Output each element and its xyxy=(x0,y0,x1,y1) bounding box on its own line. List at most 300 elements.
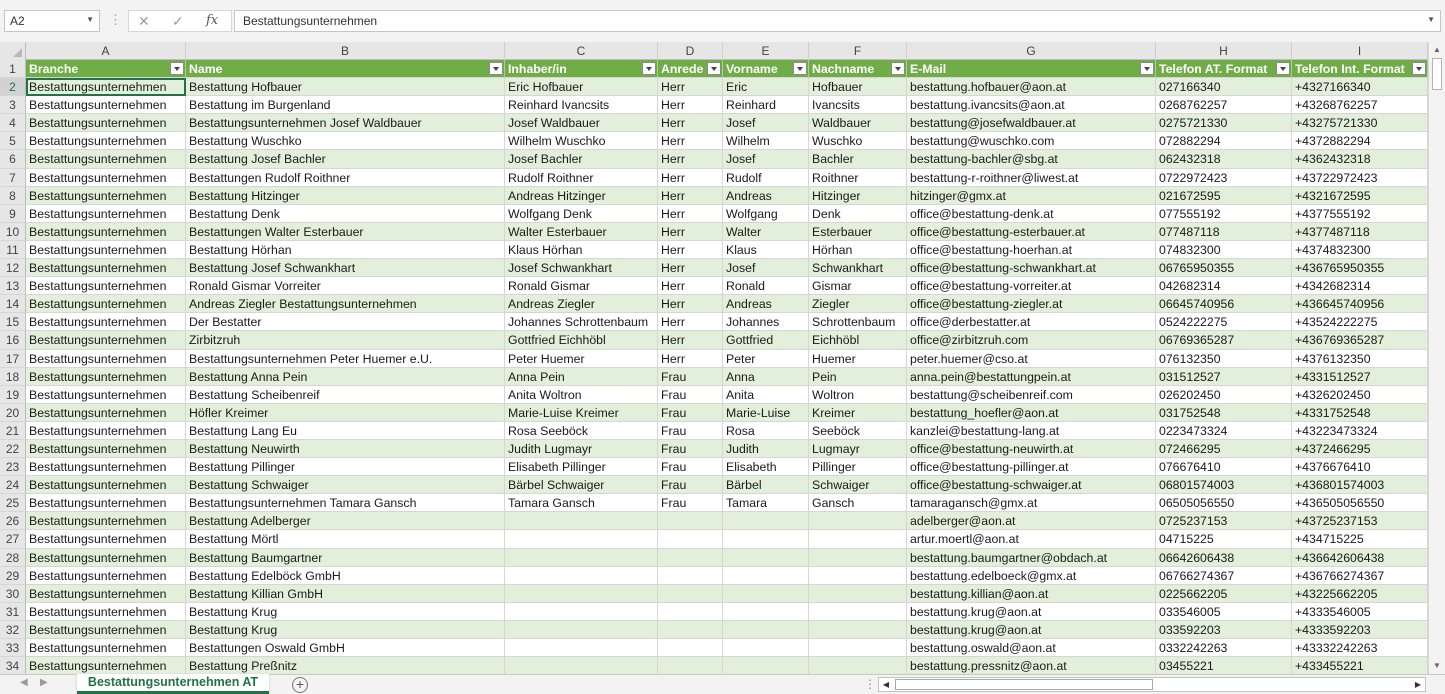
table-cell[interactable] xyxy=(1156,476,1292,494)
table-cell[interactable] xyxy=(907,132,1156,150)
table-cell[interactable] xyxy=(723,96,809,114)
row-number[interactable]: 5 xyxy=(0,132,26,150)
table-cell[interactable] xyxy=(505,169,658,187)
table-cell[interactable] xyxy=(658,404,723,422)
table-cell[interactable] xyxy=(809,187,907,205)
table-cell[interactable] xyxy=(1156,150,1292,168)
table-cell[interactable] xyxy=(907,78,1156,96)
scroll-down-icon[interactable]: ▼ xyxy=(1433,661,1441,670)
table-cell[interactable] xyxy=(1292,386,1428,404)
table-cell[interactable] xyxy=(1156,169,1292,187)
table-cell[interactable] xyxy=(186,259,505,277)
table-cell[interactable] xyxy=(186,585,505,603)
table-cell[interactable] xyxy=(723,331,809,349)
table-cell[interactable] xyxy=(809,259,907,277)
table-cell[interactable] xyxy=(26,223,186,241)
table-cell[interactable] xyxy=(26,350,186,368)
column-header-e[interactable]: E xyxy=(723,42,809,60)
table-cell[interactable] xyxy=(809,132,907,150)
header-cell[interactable] xyxy=(907,60,1156,78)
table-cell[interactable] xyxy=(186,530,505,548)
table-cell[interactable] xyxy=(26,78,186,96)
table-cell[interactable] xyxy=(1292,350,1428,368)
table-cell[interactable] xyxy=(723,657,809,674)
row-number[interactable]: 26 xyxy=(0,512,26,530)
table-cell[interactable] xyxy=(1156,313,1292,331)
check-icon[interactable]: ✓ xyxy=(172,13,184,29)
table-cell[interactable] xyxy=(658,169,723,187)
vertical-scrollbar[interactable] xyxy=(1428,42,1445,674)
table-cell[interactable] xyxy=(809,603,907,621)
table-cell[interactable] xyxy=(658,187,723,205)
chevron-down-icon[interactable]: ▼ xyxy=(1427,15,1435,24)
table-cell[interactable] xyxy=(1156,603,1292,621)
table-cell[interactable] xyxy=(658,331,723,349)
row-number[interactable]: 14 xyxy=(0,295,26,313)
table-cell[interactable] xyxy=(505,494,658,512)
table-cell[interactable] xyxy=(1156,331,1292,349)
table-cell[interactable] xyxy=(809,404,907,422)
row-number[interactable]: 22 xyxy=(0,440,26,458)
table-cell[interactable] xyxy=(186,440,505,458)
table-cell[interactable] xyxy=(809,331,907,349)
table-cell[interactable] xyxy=(723,169,809,187)
table-cell[interactable] xyxy=(186,603,505,621)
table-cell[interactable] xyxy=(26,205,186,223)
table-cell[interactable] xyxy=(723,277,809,295)
table-cell[interactable] xyxy=(505,549,658,567)
column-header-f[interactable]: F xyxy=(809,42,907,60)
table-cell[interactable] xyxy=(505,440,658,458)
row-number[interactable]: 8 xyxy=(0,187,26,205)
table-cell[interactable] xyxy=(186,132,505,150)
table-cell[interactable] xyxy=(658,603,723,621)
table-cell[interactable] xyxy=(1156,585,1292,603)
next-sheet-icon[interactable]: ▶ xyxy=(40,677,48,688)
table-cell[interactable] xyxy=(1156,458,1292,476)
table-cell[interactable] xyxy=(907,277,1156,295)
row-number[interactable]: 11 xyxy=(0,241,26,259)
row-number[interactable]: 18 xyxy=(0,368,26,386)
row-number[interactable]: 21 xyxy=(0,422,26,440)
table-cell[interactable] xyxy=(26,440,186,458)
table-cell[interactable] xyxy=(186,567,505,585)
table-cell[interactable] xyxy=(1292,277,1428,295)
table-cell[interactable] xyxy=(907,422,1156,440)
table-cell[interactable] xyxy=(26,96,186,114)
table-cell[interactable] xyxy=(1292,96,1428,114)
row-number[interactable]: 17 xyxy=(0,350,26,368)
table-cell[interactable] xyxy=(809,458,907,476)
header-cell[interactable] xyxy=(26,60,186,78)
table-cell[interactable] xyxy=(26,187,186,205)
table-cell[interactable] xyxy=(186,313,505,331)
table-cell[interactable] xyxy=(186,386,505,404)
table-cell[interactable] xyxy=(723,458,809,476)
table-cell[interactable] xyxy=(658,530,723,548)
row-number[interactable]: 23 xyxy=(0,458,26,476)
table-cell[interactable] xyxy=(809,78,907,96)
table-cell[interactable] xyxy=(809,512,907,530)
table-cell[interactable] xyxy=(505,114,658,132)
header-cell[interactable] xyxy=(186,60,505,78)
table-cell[interactable] xyxy=(505,350,658,368)
table-cell[interactable] xyxy=(723,549,809,567)
table-cell[interactable] xyxy=(505,96,658,114)
table-cell[interactable] xyxy=(809,277,907,295)
table-cell[interactable] xyxy=(907,187,1156,205)
function-icon[interactable]: fx xyxy=(206,13,219,28)
table-cell[interactable] xyxy=(907,657,1156,674)
table-cell[interactable] xyxy=(809,657,907,674)
table-cell[interactable] xyxy=(907,368,1156,386)
table-cell[interactable] xyxy=(26,494,186,512)
table-cell[interactable] xyxy=(1292,512,1428,530)
row-number[interactable]: 1 xyxy=(0,60,26,78)
table-cell[interactable] xyxy=(505,331,658,349)
table-cell[interactable] xyxy=(26,621,186,639)
table-cell[interactable] xyxy=(658,277,723,295)
table-cell[interactable] xyxy=(809,530,907,548)
row-number[interactable]: 3 xyxy=(0,96,26,114)
table-cell[interactable] xyxy=(809,422,907,440)
close-icon[interactable]: ✕ xyxy=(138,13,150,29)
filter-dropdown-icon[interactable] xyxy=(489,62,503,75)
table-cell[interactable] xyxy=(1156,549,1292,567)
table-cell[interactable] xyxy=(505,657,658,674)
table-cell[interactable] xyxy=(809,476,907,494)
table-cell[interactable] xyxy=(907,458,1156,476)
header-cell[interactable] xyxy=(723,60,809,78)
table-cell[interactable] xyxy=(1156,96,1292,114)
more-options-icon[interactable]: ⋮ xyxy=(109,12,122,27)
table-cell[interactable] xyxy=(658,223,723,241)
table-cell[interactable] xyxy=(809,114,907,132)
table-cell[interactable] xyxy=(907,114,1156,132)
table-cell[interactable] xyxy=(658,440,723,458)
table-cell[interactable] xyxy=(1292,169,1428,187)
table-cell[interactable] xyxy=(658,386,723,404)
table-cell[interactable] xyxy=(1292,205,1428,223)
table-cell[interactable] xyxy=(1292,331,1428,349)
table-cell[interactable] xyxy=(505,205,658,223)
table-cell[interactable] xyxy=(723,639,809,657)
table-cell[interactable] xyxy=(186,422,505,440)
header-cell[interactable] xyxy=(1292,60,1428,78)
table-cell[interactable] xyxy=(1156,78,1292,96)
table-cell[interactable] xyxy=(809,205,907,223)
table-cell[interactable] xyxy=(723,350,809,368)
table-cell[interactable] xyxy=(1292,549,1428,567)
table-cell[interactable] xyxy=(723,404,809,422)
table-cell[interactable] xyxy=(186,494,505,512)
table-cell[interactable] xyxy=(26,331,186,349)
table-cell[interactable] xyxy=(26,422,186,440)
table-cell[interactable] xyxy=(186,241,505,259)
table-cell[interactable] xyxy=(505,313,658,331)
table-cell[interactable] xyxy=(26,567,186,585)
table-cell[interactable] xyxy=(186,277,505,295)
table-cell[interactable] xyxy=(809,295,907,313)
table-cell[interactable] xyxy=(658,150,723,168)
table-cell[interactable] xyxy=(26,313,186,331)
filter-dropdown-icon[interactable] xyxy=(1140,62,1154,75)
table-cell[interactable] xyxy=(26,368,186,386)
table-cell[interactable] xyxy=(186,295,505,313)
table-cell[interactable] xyxy=(1292,422,1428,440)
table-cell[interactable] xyxy=(1292,621,1428,639)
table-cell[interactable] xyxy=(186,114,505,132)
filter-dropdown-icon[interactable] xyxy=(793,62,807,75)
row-number[interactable]: 13 xyxy=(0,277,26,295)
scroll-thumb-horizontal[interactable] xyxy=(895,679,1153,690)
table-cell[interactable] xyxy=(186,458,505,476)
table-cell[interactable] xyxy=(1156,259,1292,277)
table-cell[interactable] xyxy=(26,277,186,295)
table-cell[interactable] xyxy=(505,386,658,404)
row-number[interactable]: 34 xyxy=(0,657,26,674)
table-cell[interactable] xyxy=(907,150,1156,168)
table-cell[interactable] xyxy=(907,386,1156,404)
table-cell[interactable] xyxy=(809,169,907,187)
table-cell[interactable] xyxy=(907,259,1156,277)
table-cell[interactable] xyxy=(505,132,658,150)
table-cell[interactable] xyxy=(1292,150,1428,168)
table-cell[interactable] xyxy=(1292,657,1428,674)
table-cell[interactable] xyxy=(26,295,186,313)
table-cell[interactable] xyxy=(809,96,907,114)
table-cell[interactable] xyxy=(907,494,1156,512)
table-cell[interactable] xyxy=(1156,295,1292,313)
table-cell[interactable] xyxy=(505,639,658,657)
table-cell[interactable] xyxy=(26,603,186,621)
table-cell[interactable] xyxy=(658,422,723,440)
header-cell[interactable] xyxy=(658,60,723,78)
table-cell[interactable] xyxy=(723,78,809,96)
table-cell[interactable] xyxy=(1292,476,1428,494)
table-cell[interactable] xyxy=(723,259,809,277)
table-cell[interactable] xyxy=(186,223,505,241)
table-cell[interactable] xyxy=(809,386,907,404)
table-cell[interactable] xyxy=(809,494,907,512)
table-cell[interactable] xyxy=(723,150,809,168)
table-cell[interactable] xyxy=(1156,187,1292,205)
table-cell[interactable] xyxy=(1156,567,1292,585)
table-cell[interactable] xyxy=(907,476,1156,494)
column-header-i[interactable]: I xyxy=(1292,42,1428,60)
table-cell[interactable] xyxy=(186,350,505,368)
row-number[interactable]: 24 xyxy=(0,476,26,494)
table-cell[interactable] xyxy=(505,621,658,639)
table-cell[interactable] xyxy=(186,549,505,567)
table-cell[interactable] xyxy=(1156,494,1292,512)
table-cell[interactable] xyxy=(1156,639,1292,657)
table-cell[interactable] xyxy=(723,241,809,259)
table-cell[interactable] xyxy=(1292,567,1428,585)
row-number[interactable]: 29 xyxy=(0,567,26,585)
table-cell[interactable] xyxy=(1156,277,1292,295)
table-cell[interactable] xyxy=(186,404,505,422)
table-cell[interactable] xyxy=(658,114,723,132)
table-cell[interactable] xyxy=(26,476,186,494)
table-cell[interactable] xyxy=(907,295,1156,313)
table-cell[interactable] xyxy=(26,114,186,132)
table-cell[interactable] xyxy=(658,350,723,368)
table-cell[interactable] xyxy=(1156,422,1292,440)
table-cell[interactable] xyxy=(658,313,723,331)
column-header-g[interactable]: G xyxy=(907,42,1156,60)
table-cell[interactable] xyxy=(907,512,1156,530)
filter-dropdown-icon[interactable] xyxy=(707,62,721,75)
previous-sheet-icon[interactable]: ◀ xyxy=(20,677,28,688)
row-number[interactable]: 9 xyxy=(0,205,26,223)
row-number[interactable]: 27 xyxy=(0,530,26,548)
table-cell[interactable] xyxy=(186,512,505,530)
table-cell[interactable] xyxy=(1292,241,1428,259)
table-cell[interactable] xyxy=(658,368,723,386)
table-cell[interactable] xyxy=(1156,114,1292,132)
table-cell[interactable] xyxy=(505,241,658,259)
scroll-thumb[interactable] xyxy=(1432,58,1442,90)
table-cell[interactable] xyxy=(505,567,658,585)
table-cell[interactable] xyxy=(658,458,723,476)
table-cell[interactable] xyxy=(1292,295,1428,313)
table-cell[interactable] xyxy=(907,350,1156,368)
table-cell[interactable] xyxy=(26,150,186,168)
table-cell[interactable] xyxy=(907,241,1156,259)
table-cell[interactable] xyxy=(907,440,1156,458)
table-cell[interactable] xyxy=(658,96,723,114)
table-cell[interactable] xyxy=(809,549,907,567)
row-number[interactable]: 33 xyxy=(0,639,26,657)
scroll-right-icon[interactable]: ▶ xyxy=(1414,680,1422,689)
column-header-b[interactable]: B xyxy=(186,42,505,60)
table-cell[interactable] xyxy=(809,639,907,657)
table-cell[interactable] xyxy=(505,150,658,168)
table-cell[interactable] xyxy=(26,259,186,277)
table-cell[interactable] xyxy=(723,422,809,440)
table-cell[interactable] xyxy=(1292,440,1428,458)
table-cell[interactable] xyxy=(658,657,723,674)
table-cell[interactable] xyxy=(1156,368,1292,386)
table-cell[interactable] xyxy=(186,96,505,114)
table-cell[interactable] xyxy=(186,205,505,223)
table-cell[interactable] xyxy=(658,132,723,150)
table-cell[interactable] xyxy=(1292,530,1428,548)
table-cell[interactable] xyxy=(723,114,809,132)
table-cell[interactable] xyxy=(907,96,1156,114)
table-cell[interactable] xyxy=(26,386,186,404)
table-cell[interactable] xyxy=(186,476,505,494)
table-cell[interactable] xyxy=(658,639,723,657)
table-cell[interactable] xyxy=(186,368,505,386)
name-box[interactable] xyxy=(4,10,100,32)
table-cell[interactable] xyxy=(26,585,186,603)
table-cell[interactable] xyxy=(186,187,505,205)
table-cell[interactable] xyxy=(1156,386,1292,404)
filter-dropdown-icon[interactable] xyxy=(1276,62,1290,75)
table-cell[interactable] xyxy=(1292,132,1428,150)
table-cell[interactable] xyxy=(505,368,658,386)
sheet-tab-active[interactable]: Bestattungsunternehmen AT xyxy=(77,674,269,694)
column-header-c[interactable]: C xyxy=(505,42,658,60)
table-cell[interactable] xyxy=(505,277,658,295)
chevron-down-icon[interactable]: ▼ xyxy=(86,15,94,24)
table-cell[interactable] xyxy=(723,530,809,548)
table-cell[interactable] xyxy=(186,331,505,349)
table-cell[interactable] xyxy=(723,603,809,621)
table-cell[interactable] xyxy=(186,150,505,168)
row-number[interactable]: 32 xyxy=(0,621,26,639)
table-cell[interactable] xyxy=(907,567,1156,585)
table-cell[interactable] xyxy=(1292,313,1428,331)
table-cell[interactable] xyxy=(658,567,723,585)
table-cell[interactable] xyxy=(1156,350,1292,368)
table-cell[interactable] xyxy=(723,476,809,494)
row-number[interactable]: 15 xyxy=(0,313,26,331)
table-cell[interactable] xyxy=(1156,404,1292,422)
table-cell[interactable] xyxy=(658,549,723,567)
table-cell[interactable] xyxy=(186,621,505,639)
table-cell[interactable] xyxy=(907,404,1156,422)
table-cell[interactable] xyxy=(1292,259,1428,277)
table-cell[interactable] xyxy=(809,585,907,603)
horizontal-scrollbar[interactable] xyxy=(878,677,1426,692)
table-cell[interactable] xyxy=(505,223,658,241)
row-number[interactable]: 16 xyxy=(0,331,26,349)
table-cell[interactable] xyxy=(1292,78,1428,96)
table-cell[interactable] xyxy=(505,512,658,530)
table-cell[interactable] xyxy=(907,313,1156,331)
row-number[interactable]: 28 xyxy=(0,549,26,567)
table-cell[interactable] xyxy=(658,585,723,603)
table-cell[interactable] xyxy=(1292,603,1428,621)
table-cell[interactable] xyxy=(907,549,1156,567)
table-cell[interactable] xyxy=(1292,585,1428,603)
table-cell[interactable] xyxy=(723,386,809,404)
row-number[interactable]: 6 xyxy=(0,150,26,168)
table-cell[interactable] xyxy=(26,512,186,530)
scroll-up-icon[interactable]: ▲ xyxy=(1433,45,1441,54)
header-cell[interactable] xyxy=(809,60,907,78)
table-cell[interactable] xyxy=(505,422,658,440)
table-cell[interactable] xyxy=(723,313,809,331)
table-cell[interactable] xyxy=(505,585,658,603)
row-number[interactable]: 10 xyxy=(0,223,26,241)
table-cell[interactable] xyxy=(186,169,505,187)
table-cell[interactable] xyxy=(505,187,658,205)
table-cell[interactable] xyxy=(505,603,658,621)
table-cell[interactable] xyxy=(186,657,505,674)
scroll-left-icon[interactable]: ◀ xyxy=(882,680,890,689)
table-cell[interactable] xyxy=(1156,440,1292,458)
table-cell[interactable] xyxy=(907,223,1156,241)
table-cell[interactable] xyxy=(505,404,658,422)
table-cell[interactable] xyxy=(658,512,723,530)
table-cell[interactable] xyxy=(1292,494,1428,512)
table-cell[interactable] xyxy=(1156,512,1292,530)
table-cell[interactable] xyxy=(186,78,505,96)
table-cell[interactable] xyxy=(1156,132,1292,150)
table-cell[interactable] xyxy=(1156,621,1292,639)
table-cell[interactable] xyxy=(658,78,723,96)
table-cell[interactable] xyxy=(505,458,658,476)
table-cell[interactable] xyxy=(505,259,658,277)
table-cell[interactable] xyxy=(658,241,723,259)
row-number[interactable]: 20 xyxy=(0,404,26,422)
table-cell[interactable] xyxy=(1292,187,1428,205)
table-cell[interactable] xyxy=(1292,404,1428,422)
